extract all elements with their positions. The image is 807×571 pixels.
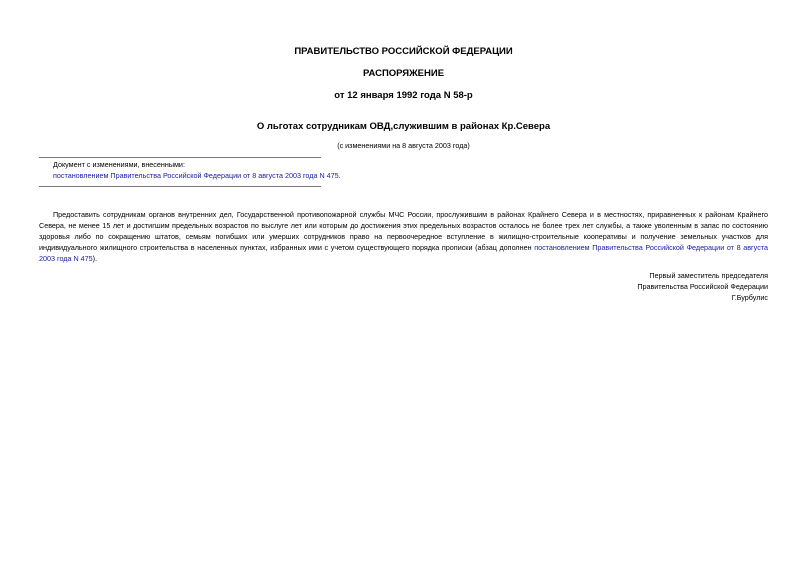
main-paragraph-text: Предоставить сотрудникам органов внутренних дел, Государственной противопожарной службы МЧС России, прослужившим в районах Крайнего Севера и в местностях, приравненных к районам Крайнего Севера, не менее 15 лет и достигшим предельных возрастов по выслуге лет или которым до достижения этих предельных возрастов осталось не более трех лет службы, а также уволенным в запас по состоянию здоровья либо по сокращению штатов, семьям погибших или умерших сотрудников право на первоочередное вступление в жилищно-строительные кооперативы и получение земельных участков для индивидуального жилищного строительства в населенных пунктах, избранных ими с учетом существующего порядка прописки (абзац дополнен bbox=[39, 210, 768, 252]
document-type-heading: РАСПОРЯЖЕНИЕ bbox=[362, 68, 445, 79]
document-title: О льготах сотрудникам ОВД,служившим в районах Кр.Севера bbox=[256, 121, 551, 132]
signature-government: Правительства Российской Федерации bbox=[637, 282, 768, 291]
revision-note: (с изменениями на 8 августа 2003 года) bbox=[337, 141, 470, 150]
main-paragraph-end: ). bbox=[92, 254, 98, 263]
amendments-top-rule bbox=[39, 157, 321, 158]
signature-position: Первый заместитель председателя bbox=[649, 271, 768, 280]
paragraph-amendment-link[interactable]: постановлением Правительства Российской Федерации от 8 августа 2003 года N 475 bbox=[39, 243, 768, 263]
amendment-link-suffix: . bbox=[338, 171, 341, 180]
amendment-link[interactable]: постановлением Правительства Российской Федерации от 8 августа 2003 года N 475 bbox=[53, 171, 339, 180]
government-heading: ПРАВИТЕЛЬСТВО РОССИЙСКОЙ ФЕДЕРАЦИИ bbox=[294, 46, 513, 57]
amendments-label: Документ с изменениями, внесенными: bbox=[53, 160, 185, 169]
main-paragraph bbox=[39, 209, 768, 264]
signature-name: Г.Бурбулис bbox=[731, 293, 768, 302]
date-number-line: от 12 января 1992 года N 58-р bbox=[334, 90, 473, 101]
amendments-link-line bbox=[53, 171, 341, 181]
amendments-bottom-rule bbox=[39, 186, 321, 187]
